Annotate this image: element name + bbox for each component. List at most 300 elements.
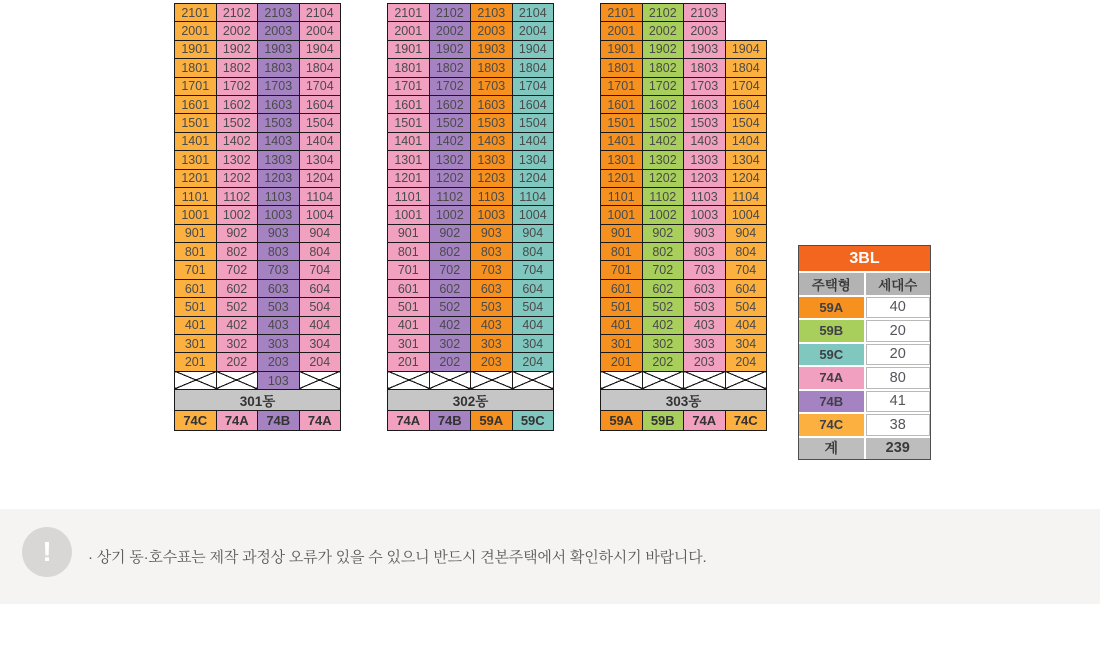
column-type-cell: 74A — [216, 411, 258, 430]
summary-count-cell: 80 — [866, 367, 931, 389]
unit-cell: 1302 — [429, 151, 471, 169]
unit-cell: 1901 — [601, 40, 643, 58]
unit-cell: 704 — [512, 261, 554, 279]
unit-cell: 1704 — [299, 77, 341, 95]
unit-cell: 203 — [684, 353, 726, 371]
unit-cell: 804 — [512, 243, 554, 261]
unit-cell: 1703 — [684, 77, 726, 95]
unit-cell: 804 — [725, 243, 767, 261]
summary-count-cell: 20 — [866, 344, 931, 366]
unit-cell: 602 — [642, 279, 684, 297]
unit-cell: 401 — [388, 316, 430, 334]
unit-cell: 902 — [642, 224, 684, 242]
unit-cell: 203 — [471, 353, 513, 371]
disclaimer-text: · 상기 동·호수표는 제작 과정상 오류가 있을 수 있으니 반드시 견본주택에서 확인하시기 바랍니다. — [88, 549, 707, 566]
unit-cell: 1201 — [175, 169, 217, 187]
unit-cell: 803 — [258, 243, 300, 261]
unit-cell: 301 — [388, 335, 430, 353]
unit-cell: 1401 — [388, 132, 430, 150]
no-unit-cell — [601, 371, 643, 389]
unit-cell: 704 — [725, 261, 767, 279]
unit-cell: 1304 — [725, 151, 767, 169]
unit-cell: 2104 — [299, 4, 341, 22]
unit-cell: 201 — [175, 353, 217, 371]
unit-cell: 604 — [725, 279, 767, 297]
summary-total-label: 계 — [799, 438, 864, 460]
unit-cell: 1804 — [299, 59, 341, 77]
unit-cell: 103 — [258, 371, 300, 389]
unit-cell: 503 — [471, 298, 513, 316]
unit-cell: 303 — [684, 335, 726, 353]
unit-cell: 1704 — [725, 77, 767, 95]
building-grid-302 — [387, 3, 554, 431]
unit-cell: 703 — [471, 261, 513, 279]
unit-cell: 1301 — [175, 151, 217, 169]
unit-cell: 2001 — [175, 22, 217, 40]
summary-row — [799, 389, 930, 413]
unit-cell: 1804 — [725, 59, 767, 77]
summary-block-title: 3BL — [799, 246, 930, 271]
unit-cell: 1004 — [299, 206, 341, 224]
unit-cell: 801 — [601, 243, 643, 261]
unit-cell: 1403 — [258, 132, 300, 150]
unit-cell: 1904 — [512, 40, 554, 58]
unit-cell: 1704 — [512, 77, 554, 95]
unit-cell: 1602 — [429, 95, 471, 113]
unit-cell: 504 — [512, 298, 554, 316]
unit-cell: 1001 — [175, 206, 217, 224]
unit-cell: 403 — [684, 316, 726, 334]
unit-cell: 1203 — [471, 169, 513, 187]
column-type-cell: 59A — [601, 411, 643, 430]
unit-cell: 1701 — [175, 77, 217, 95]
unit-cell: 1503 — [258, 114, 300, 132]
unit-cell: 204 — [299, 353, 341, 371]
unit-cell: 1002 — [216, 206, 258, 224]
unit-cell: 1004 — [725, 206, 767, 224]
column-type-cell: 74A — [388, 411, 430, 430]
unit-cell: 303 — [258, 335, 300, 353]
unit-cell: 302 — [642, 335, 684, 353]
unit-cell: 501 — [601, 298, 643, 316]
unit-cell: 603 — [471, 279, 513, 297]
unit-cell: 1604 — [299, 95, 341, 113]
unit-cell: 2002 — [429, 22, 471, 40]
unit-cell: 302 — [429, 335, 471, 353]
unit-cell: 1504 — [299, 114, 341, 132]
unit-cell: 2004 — [299, 22, 341, 40]
unit-cell: 703 — [684, 261, 726, 279]
unit-cell: 1204 — [725, 169, 767, 187]
unit-cell: 904 — [725, 224, 767, 242]
unit-cell: 1001 — [388, 206, 430, 224]
empty-cell — [725, 4, 767, 22]
unit-cell: 1201 — [601, 169, 643, 187]
unit-cell: 802 — [642, 243, 684, 261]
unit-cell: 1102 — [429, 187, 471, 205]
unit-cell: 1903 — [471, 40, 513, 58]
column-type-cell: 74C — [725, 411, 767, 430]
no-unit-cell — [216, 371, 258, 389]
unit-cell: 1104 — [299, 187, 341, 205]
no-unit-cell — [684, 371, 726, 389]
unit-cell: 202 — [216, 353, 258, 371]
summary-type-cell: 74B — [799, 391, 864, 413]
unit-cell: 304 — [512, 335, 554, 353]
unit-cell: 701 — [175, 261, 217, 279]
unit-cell: 1702 — [216, 77, 258, 95]
unit-cell: 1401 — [601, 132, 643, 150]
unit-cell: 502 — [642, 298, 684, 316]
unit-cell: 1204 — [299, 169, 341, 187]
unit-cell: 1002 — [429, 206, 471, 224]
unit-cell: 1402 — [216, 132, 258, 150]
unit-cell: 1502 — [642, 114, 684, 132]
unit-cell: 402 — [642, 316, 684, 334]
unit-cell: 1901 — [175, 40, 217, 58]
unit-cell: 1101 — [601, 187, 643, 205]
unit-cell: 802 — [216, 243, 258, 261]
unit-cell: 2002 — [642, 22, 684, 40]
unit-cell: 1601 — [388, 95, 430, 113]
building-table — [174, 3, 341, 431]
unit-cell: 1303 — [258, 151, 300, 169]
unit-cell: 902 — [216, 224, 258, 242]
unit-cell: 1404 — [725, 132, 767, 150]
no-unit-cell — [299, 371, 341, 389]
unit-cell: 1202 — [642, 169, 684, 187]
unit-cell: 1004 — [512, 206, 554, 224]
unit-cell: 301 — [601, 335, 643, 353]
unit-cell: 2003 — [471, 22, 513, 40]
building-grid-303 — [600, 3, 767, 431]
unit-cell: 1303 — [471, 151, 513, 169]
unit-cell: 1001 — [601, 206, 643, 224]
unit-cell: 803 — [684, 243, 726, 261]
summary-total-row — [799, 436, 930, 460]
column-type-cell: 74A — [684, 411, 726, 430]
unit-cell: 1203 — [258, 169, 300, 187]
summary-row — [799, 295, 930, 319]
unit-cell: 1301 — [388, 151, 430, 169]
unit-cell: 1302 — [642, 151, 684, 169]
unit-cell: 1803 — [258, 59, 300, 77]
building-grid-301 — [174, 3, 341, 431]
unit-cell: 203 — [258, 353, 300, 371]
unit-cell: 803 — [471, 243, 513, 261]
unit-cell: 302 — [216, 335, 258, 353]
unit-cell: 403 — [258, 316, 300, 334]
unit-cell: 503 — [684, 298, 726, 316]
unit-cell: 1501 — [175, 114, 217, 132]
unit-cell: 1303 — [684, 151, 726, 169]
unit-cell: 1801 — [175, 59, 217, 77]
unit-cell: 1504 — [725, 114, 767, 132]
summary-row — [799, 412, 930, 436]
unit-cell: 1603 — [258, 95, 300, 113]
column-type-cell: 59B — [642, 411, 684, 430]
unit-cell: 901 — [175, 224, 217, 242]
building-table — [387, 3, 554, 431]
unit-cell: 1601 — [175, 95, 217, 113]
unit-cell: 1103 — [471, 187, 513, 205]
unit-cell: 1604 — [725, 95, 767, 113]
unit-cell: 602 — [216, 279, 258, 297]
unit-cell: 1703 — [258, 77, 300, 95]
disclaimer-band — [0, 509, 1100, 604]
unit-cell: 1603 — [471, 95, 513, 113]
unit-cell: 1501 — [601, 114, 643, 132]
unit-cell: 1503 — [471, 114, 513, 132]
unit-cell: 1403 — [684, 132, 726, 150]
unit-cell: 1104 — [512, 187, 554, 205]
unit-cell: 1003 — [471, 206, 513, 224]
unit-cell: 701 — [388, 261, 430, 279]
unit-cell: 502 — [216, 298, 258, 316]
unit-cell: 1101 — [388, 187, 430, 205]
unit-cell: 1601 — [601, 95, 643, 113]
summary-row — [799, 318, 930, 342]
unit-cell: 1901 — [388, 40, 430, 58]
unit-cell: 201 — [601, 353, 643, 371]
unit-cell: 1502 — [429, 114, 471, 132]
unit-cell: 1602 — [642, 95, 684, 113]
unit-cell: 201 — [388, 353, 430, 371]
unit-cell: 2001 — [388, 22, 430, 40]
column-type-cell: 59A — [471, 411, 513, 430]
unit-cell: 1801 — [601, 59, 643, 77]
unit-cell: 602 — [429, 279, 471, 297]
no-unit-cell — [512, 371, 554, 389]
summary-column-headers — [799, 271, 930, 295]
unit-cell: 1501 — [388, 114, 430, 132]
unit-cell: 2101 — [601, 4, 643, 22]
unit-cell: 202 — [429, 353, 471, 371]
unit-cell: 604 — [299, 279, 341, 297]
column-type-cell: 74C — [175, 411, 217, 430]
no-unit-cell — [471, 371, 513, 389]
unit-cell: 1003 — [258, 206, 300, 224]
unit-cell: 1002 — [642, 206, 684, 224]
unit-cell: 1301 — [601, 151, 643, 169]
unit-cell: 404 — [725, 316, 767, 334]
unit-cell: 1702 — [429, 77, 471, 95]
summary-type-cell: 59A — [799, 297, 864, 319]
unit-cell: 903 — [684, 224, 726, 242]
unit-cell: 204 — [725, 353, 767, 371]
unit-cell: 1502 — [216, 114, 258, 132]
unit-cell: 1702 — [642, 77, 684, 95]
building-name-cell: 303동 — [601, 390, 767, 411]
unit-cell: 2101 — [175, 4, 217, 22]
unit-cell: 702 — [642, 261, 684, 279]
unit-cell: 1904 — [725, 40, 767, 58]
unit-cell: 1204 — [512, 169, 554, 187]
unit-cell: 601 — [601, 279, 643, 297]
unit-cell: 1701 — [388, 77, 430, 95]
no-unit-cell — [388, 371, 430, 389]
unit-cell: 2101 — [388, 4, 430, 22]
unit-cell: 202 — [642, 353, 684, 371]
unit-cell: 904 — [299, 224, 341, 242]
unit-cell: 1902 — [642, 40, 684, 58]
unit-cell: 601 — [388, 279, 430, 297]
unit-cell: 904 — [512, 224, 554, 242]
unit-cell: 1101 — [175, 187, 217, 205]
unit-cell: 1603 — [684, 95, 726, 113]
summary-type-cell: 74C — [799, 414, 864, 436]
unit-cell: 1104 — [725, 187, 767, 205]
unit-cell: 1103 — [684, 187, 726, 205]
unit-cell: 1401 — [175, 132, 217, 150]
unit-cell: 903 — [258, 224, 300, 242]
unit-cell: 2002 — [216, 22, 258, 40]
unit-cell: 2102 — [429, 4, 471, 22]
unit-cell: 701 — [601, 261, 643, 279]
unit-cell: 301 — [175, 335, 217, 353]
unit-cell: 1304 — [512, 151, 554, 169]
unit-cell: 1201 — [388, 169, 430, 187]
unit-cell: 1801 — [388, 59, 430, 77]
unit-cell: 901 — [601, 224, 643, 242]
summary-total-count: 239 — [866, 438, 931, 460]
unit-cell: 2104 — [512, 4, 554, 22]
unit-cell: 504 — [299, 298, 341, 316]
unit-cell: 801 — [388, 243, 430, 261]
unit-cell: 601 — [175, 279, 217, 297]
summary-count-cell: 40 — [866, 297, 931, 319]
unit-cell: 1102 — [216, 187, 258, 205]
unit-cell: 1203 — [684, 169, 726, 187]
unit-cell: 2102 — [642, 4, 684, 22]
building-table — [600, 3, 767, 431]
unit-cell: 501 — [388, 298, 430, 316]
summary-column-header: 세대수 — [866, 273, 931, 295]
unit-cell: 1802 — [216, 59, 258, 77]
no-unit-cell — [725, 371, 767, 389]
unit-cell: 702 — [216, 261, 258, 279]
unit-cell: 804 — [299, 243, 341, 261]
unit-cell: 304 — [299, 335, 341, 353]
summary-count-cell: 41 — [866, 391, 931, 413]
unit-cell: 1302 — [216, 151, 258, 169]
summary-type-cell: 59C — [799, 344, 864, 366]
no-unit-cell — [642, 371, 684, 389]
unit-cell: 2004 — [512, 22, 554, 40]
unit-cell: 702 — [429, 261, 471, 279]
unit-cell: 1103 — [258, 187, 300, 205]
unit-cell: 1802 — [429, 59, 471, 77]
unit-cell: 1503 — [684, 114, 726, 132]
unit-cell: 1802 — [642, 59, 684, 77]
unit-cell: 2003 — [684, 22, 726, 40]
unit-cell: 2001 — [601, 22, 643, 40]
unit-cell: 1803 — [471, 59, 513, 77]
unit-cell: 1903 — [258, 40, 300, 58]
unit-cell: 1804 — [512, 59, 554, 77]
unit-cell: 1304 — [299, 151, 341, 169]
unit-cell: 1003 — [684, 206, 726, 224]
unit-cell: 204 — [512, 353, 554, 371]
unit-cell: 2103 — [258, 4, 300, 22]
empty-cell — [725, 22, 767, 40]
unit-cell: 1403 — [471, 132, 513, 150]
unit-type-summary-table — [798, 245, 931, 460]
summary-count-cell: 38 — [866, 414, 931, 436]
unit-cell: 1504 — [512, 114, 554, 132]
summary-type-cell: 74A — [799, 367, 864, 389]
unit-cell: 1903 — [684, 40, 726, 58]
unit-cell: 703 — [258, 261, 300, 279]
summary-column-header: 주택형 — [799, 273, 864, 295]
unit-cell: 1904 — [299, 40, 341, 58]
unit-cell: 1404 — [299, 132, 341, 150]
summary-row — [799, 365, 930, 389]
unit-cell: 402 — [216, 316, 258, 334]
unit-cell: 401 — [175, 316, 217, 334]
unit-cell: 902 — [429, 224, 471, 242]
unit-cell: 2102 — [216, 4, 258, 22]
unit-cell: 901 — [388, 224, 430, 242]
unit-cell: 903 — [471, 224, 513, 242]
column-type-cell: 74B — [429, 411, 471, 430]
unit-cell: 603 — [684, 279, 726, 297]
unit-cell: 2103 — [684, 4, 726, 22]
summary-type-cell: 59B — [799, 320, 864, 342]
unit-cell: 304 — [725, 335, 767, 353]
unit-cell: 2103 — [471, 4, 513, 22]
unit-cell: 704 — [299, 261, 341, 279]
unit-cell: 503 — [258, 298, 300, 316]
unit-cell: 403 — [471, 316, 513, 334]
unit-cell: 801 — [175, 243, 217, 261]
no-unit-cell — [429, 371, 471, 389]
unit-cell: 1602 — [216, 95, 258, 113]
unit-cell: 1902 — [429, 40, 471, 58]
unit-cell: 1701 — [601, 77, 643, 95]
unit-cell: 1102 — [642, 187, 684, 205]
column-type-cell: 59C — [512, 411, 554, 430]
unit-cell: 402 — [429, 316, 471, 334]
unit-cell: 501 — [175, 298, 217, 316]
unit-cell: 802 — [429, 243, 471, 261]
unit-cell: 401 — [601, 316, 643, 334]
unit-cell: 1402 — [642, 132, 684, 150]
unit-cell: 303 — [471, 335, 513, 353]
unit-cell: 1202 — [429, 169, 471, 187]
unit-cell: 2003 — [258, 22, 300, 40]
unit-cell: 604 — [512, 279, 554, 297]
unit-cell: 1803 — [684, 59, 726, 77]
exclamation-icon: ! — [22, 527, 72, 577]
unit-cell: 404 — [299, 316, 341, 334]
unit-cell: 504 — [725, 298, 767, 316]
summary-row — [799, 342, 930, 366]
summary-count-cell: 20 — [866, 320, 931, 342]
building-name-cell: 301동 — [175, 390, 341, 411]
unit-cell: 404 — [512, 316, 554, 334]
unit-cell: 1404 — [512, 132, 554, 150]
unit-cell: 1402 — [429, 132, 471, 150]
column-type-cell: 74A — [299, 411, 341, 430]
unit-cell: 1604 — [512, 95, 554, 113]
unit-cell: 603 — [258, 279, 300, 297]
unit-cell: 1703 — [471, 77, 513, 95]
unit-cell: 1902 — [216, 40, 258, 58]
unit-cell: 1202 — [216, 169, 258, 187]
no-unit-cell — [175, 371, 217, 389]
column-type-cell: 74B — [258, 411, 300, 430]
